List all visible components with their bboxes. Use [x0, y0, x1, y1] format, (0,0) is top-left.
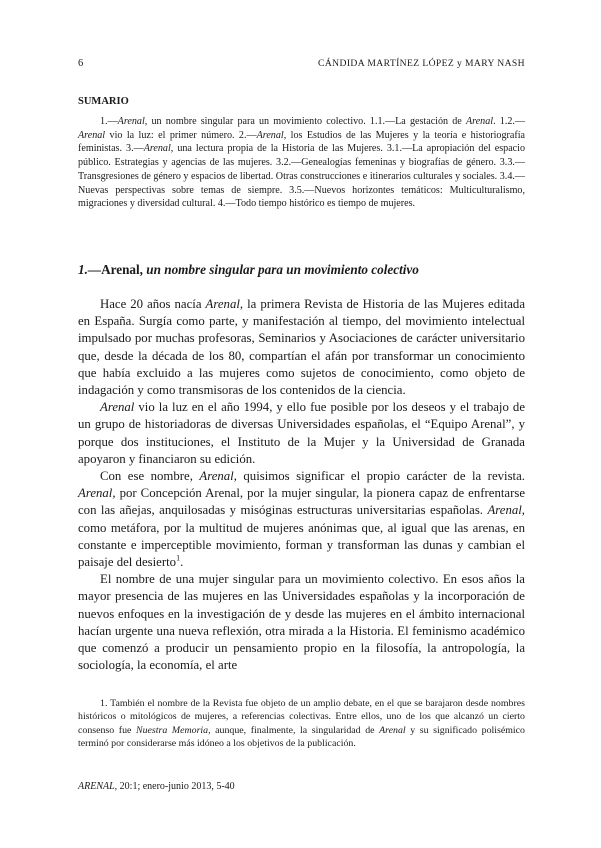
section-subtitle: un nombre singular para un movimiento colectivo — [142, 262, 419, 277]
paragraph-3: Con ese nombre, Arenal, quisimos significar el propio carácter de la revista. Arenal, por Concepción Arenal, por la mujer singular, la pionera capaz de enfrentarse con las añejas, anquilosadas y misóginas estructuras universitarias españolas. Arenal, como metáfora, por la multitud de mujeres anónimas que, al igual que las arenas, en constante e imperceptible movimiento, forman y transforman las dunas y cambian el paisaje del desierto$^1$. — [78, 469, 525, 570]
section-name: Arenal, — [101, 262, 143, 277]
footnote-1: 1. También el nombre de la Revista fue objeto de un amplio debate, en el que se barajaron desde nombres históricos o mitológicos de mujeres, a referencias colectivas. Entre ellos, uno de los que alcanzó un cierto consenso fue Nuestra Memoria, aunque, finalmente, la singularidad de Arenal y su significado polisémico terminó por considerarse más idóneo a los objetivos de la publicación. — [78, 698, 525, 750]
section-heading — [78, 262, 525, 278]
sumario-title: SUMARIO — [78, 96, 129, 107]
page-footer — [78, 781, 235, 792]
section-number: 1.— — [78, 262, 102, 277]
journal-name: ARENAL, — [78, 781, 118, 792]
paragraph-2: Arenal vio la luz en el año 1994, y ello fue posible por los deseos y el trabajo de un grupo de historiadoras de diversas Universidades españolas, el “Equipo Arenal”, y porque dos instituciones, el Instituto de la Mujer y la Universidad de Granada apoyaron y financiaron su edición. — [78, 400, 525, 466]
paragraph-4: El nombre de una mujer singular para un movimiento colectivo. En esos años la mayor presencia de las mujeres en las Universidades españolas y la incorporación de nuevos enfoques en la investigación de y desde las mujeres en el ámbito internacional hacían urgente una nueva reflexión, otra mirada a la Historia. El feminismo académico que comenzó a producir un pensamiento propio en la filosofía, la antropología, la sociología, la economía, el arte — [78, 572, 525, 673]
journal-citation: 20:1; enero-junio 2013, 5-40 — [117, 781, 235, 792]
running-header — [78, 58, 525, 72]
page-number: 6 — [78, 58, 84, 69]
header-authors: CÁNDIDA MARTÍNEZ LÓPEZ y MARY NASH — [318, 58, 525, 69]
sumario-text: 1.—Arenal, un nombre singular para un movimiento colectivo. 1.1.—La gestación de Arenal. 1.2.—Arenal vio la luz: el primer número. 2.—Arenal, los Estudios de las Mujeres y la teoría e historiografía feministas. 3.—Arenal, una lectura propia de la Historia de las Mujeres. 3.1.—La apropiación del espacio público. Estrategias y agencias de las mujeres. 3.2.—Genealogías femeninas y biografías de género. 3.3.—Transgresiones de género y espacios de libertad. Otras construcciones e itinerarios culturales y sociales. 3.4.—Nuevas perspectivas sobre temas de siempre. 3.5.—Nuevos horizontes temáticos: Multiculturalismo, migraciones y diversidad cultural. 4.—Todo tiempo histórico es tiempo de mujeres. — [78, 116, 526, 210]
footnote-ref[interactable]: 1 — [176, 553, 181, 563]
paragraph-1: Hace 20 años nacía Arenal, la primera Revista de Historia de las Mujeres editada en España. Surgía como parte, y manifestación al tiempo, del movimiento intelectual impulsado por muchas profesoras, Seminarios y Asociaciones de carácter universitario que, desde la década de los 80, compartían el afán por transformar un conocimiento que había excluido a las mujeres como sujetos de conocimiento, como objeto de indagación y como transmisoras de los contenidos de la ciencia. — [78, 297, 526, 398]
body-text — [78, 296, 525, 674]
